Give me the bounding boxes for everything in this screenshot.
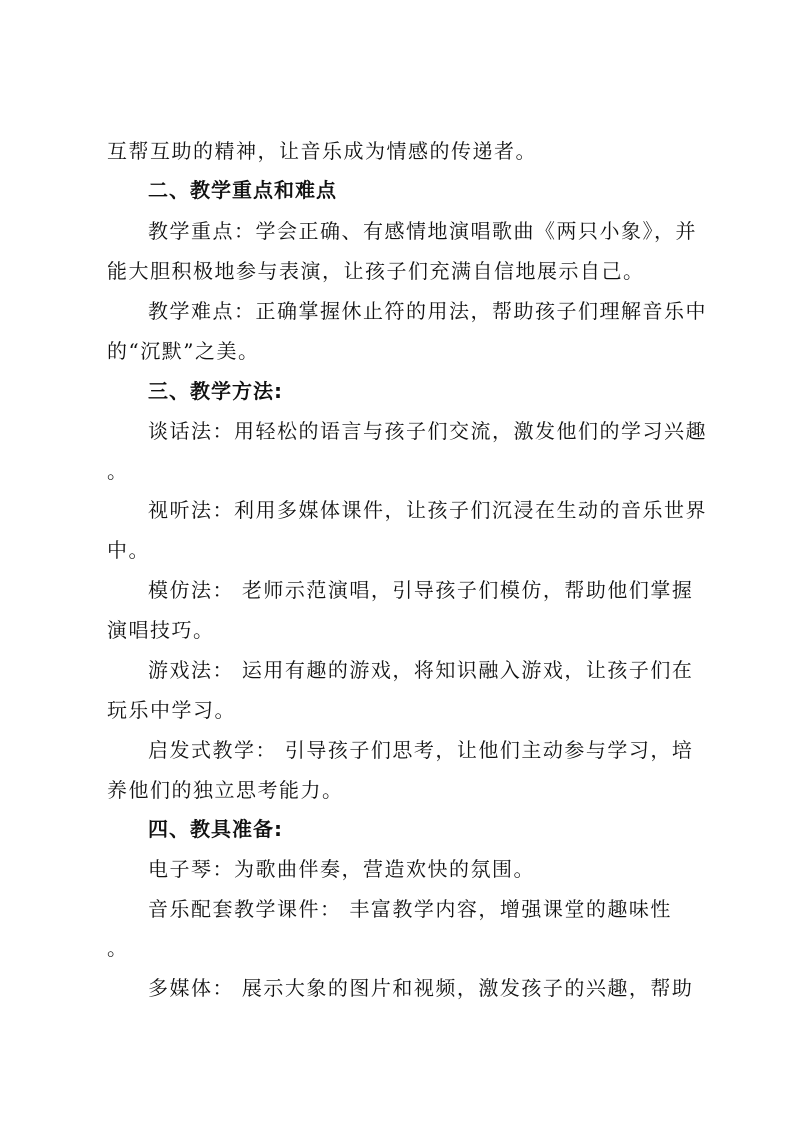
- paragraph-line: 教学难点：正确掌握休止符的用法，帮助孩子们理解音乐中: [148, 299, 707, 323]
- paragraph-line: 教学重点：学会正确、有感情地演唱歌曲《两只小象》，并: [148, 219, 697, 243]
- paragraph-line: 电子琴：为歌曲伴奏，营造欢快的氛围。: [148, 857, 535, 881]
- paragraph-line: 中。: [107, 538, 150, 562]
- paragraph-line: 谈话法：用轻松的语言与孩子们交流，激发他们的学习兴趣: [148, 419, 707, 443]
- paragraph-line: 的“沉默”之美。: [107, 339, 260, 363]
- paragraph-line: 养他们的独立思考能力。: [107, 778, 344, 802]
- paragraph-line: 游戏法： 运用有趣的游戏，将知识融入游戏，让孩子们在: [148, 658, 694, 682]
- paragraph-line: 。: [107, 936, 129, 960]
- section-heading-key-points: 二、教学重点和难点: [148, 178, 337, 202]
- paragraph-line: 视听法：利用多媒体课件，让孩子们沉浸在生动的音乐世界: [148, 498, 707, 522]
- paragraph-line: 模仿法： 老师示范演唱，引导孩子们模仿，帮助他们掌握: [148, 578, 694, 602]
- paragraph-line: 启发式教学： 引导孩子们思考，让他们主动参与学习，培: [148, 738, 694, 762]
- paragraph-line: 音乐配套教学课件： 丰富教学内容，增强课堂的趣味性: [148, 897, 672, 921]
- paragraph-line: 互帮互助的精神，让音乐成为情感的传递者。: [107, 139, 537, 163]
- paragraph-line: 玩乐中学习。: [107, 698, 236, 722]
- section-heading-materials: 四、教具准备:: [148, 817, 283, 841]
- section-heading-methods: 三、教学方法:: [148, 379, 283, 403]
- paragraph-line: 能大胆积极地参与表演，让孩子们充满自信地展示自己。: [107, 259, 645, 283]
- paragraph-line: 多媒体： 展示大象的图片和视频，激发孩子的兴趣，帮助: [148, 976, 694, 1000]
- paragraph-line: 演唱技巧。: [107, 618, 215, 642]
- paragraph-line: 。: [107, 459, 129, 483]
